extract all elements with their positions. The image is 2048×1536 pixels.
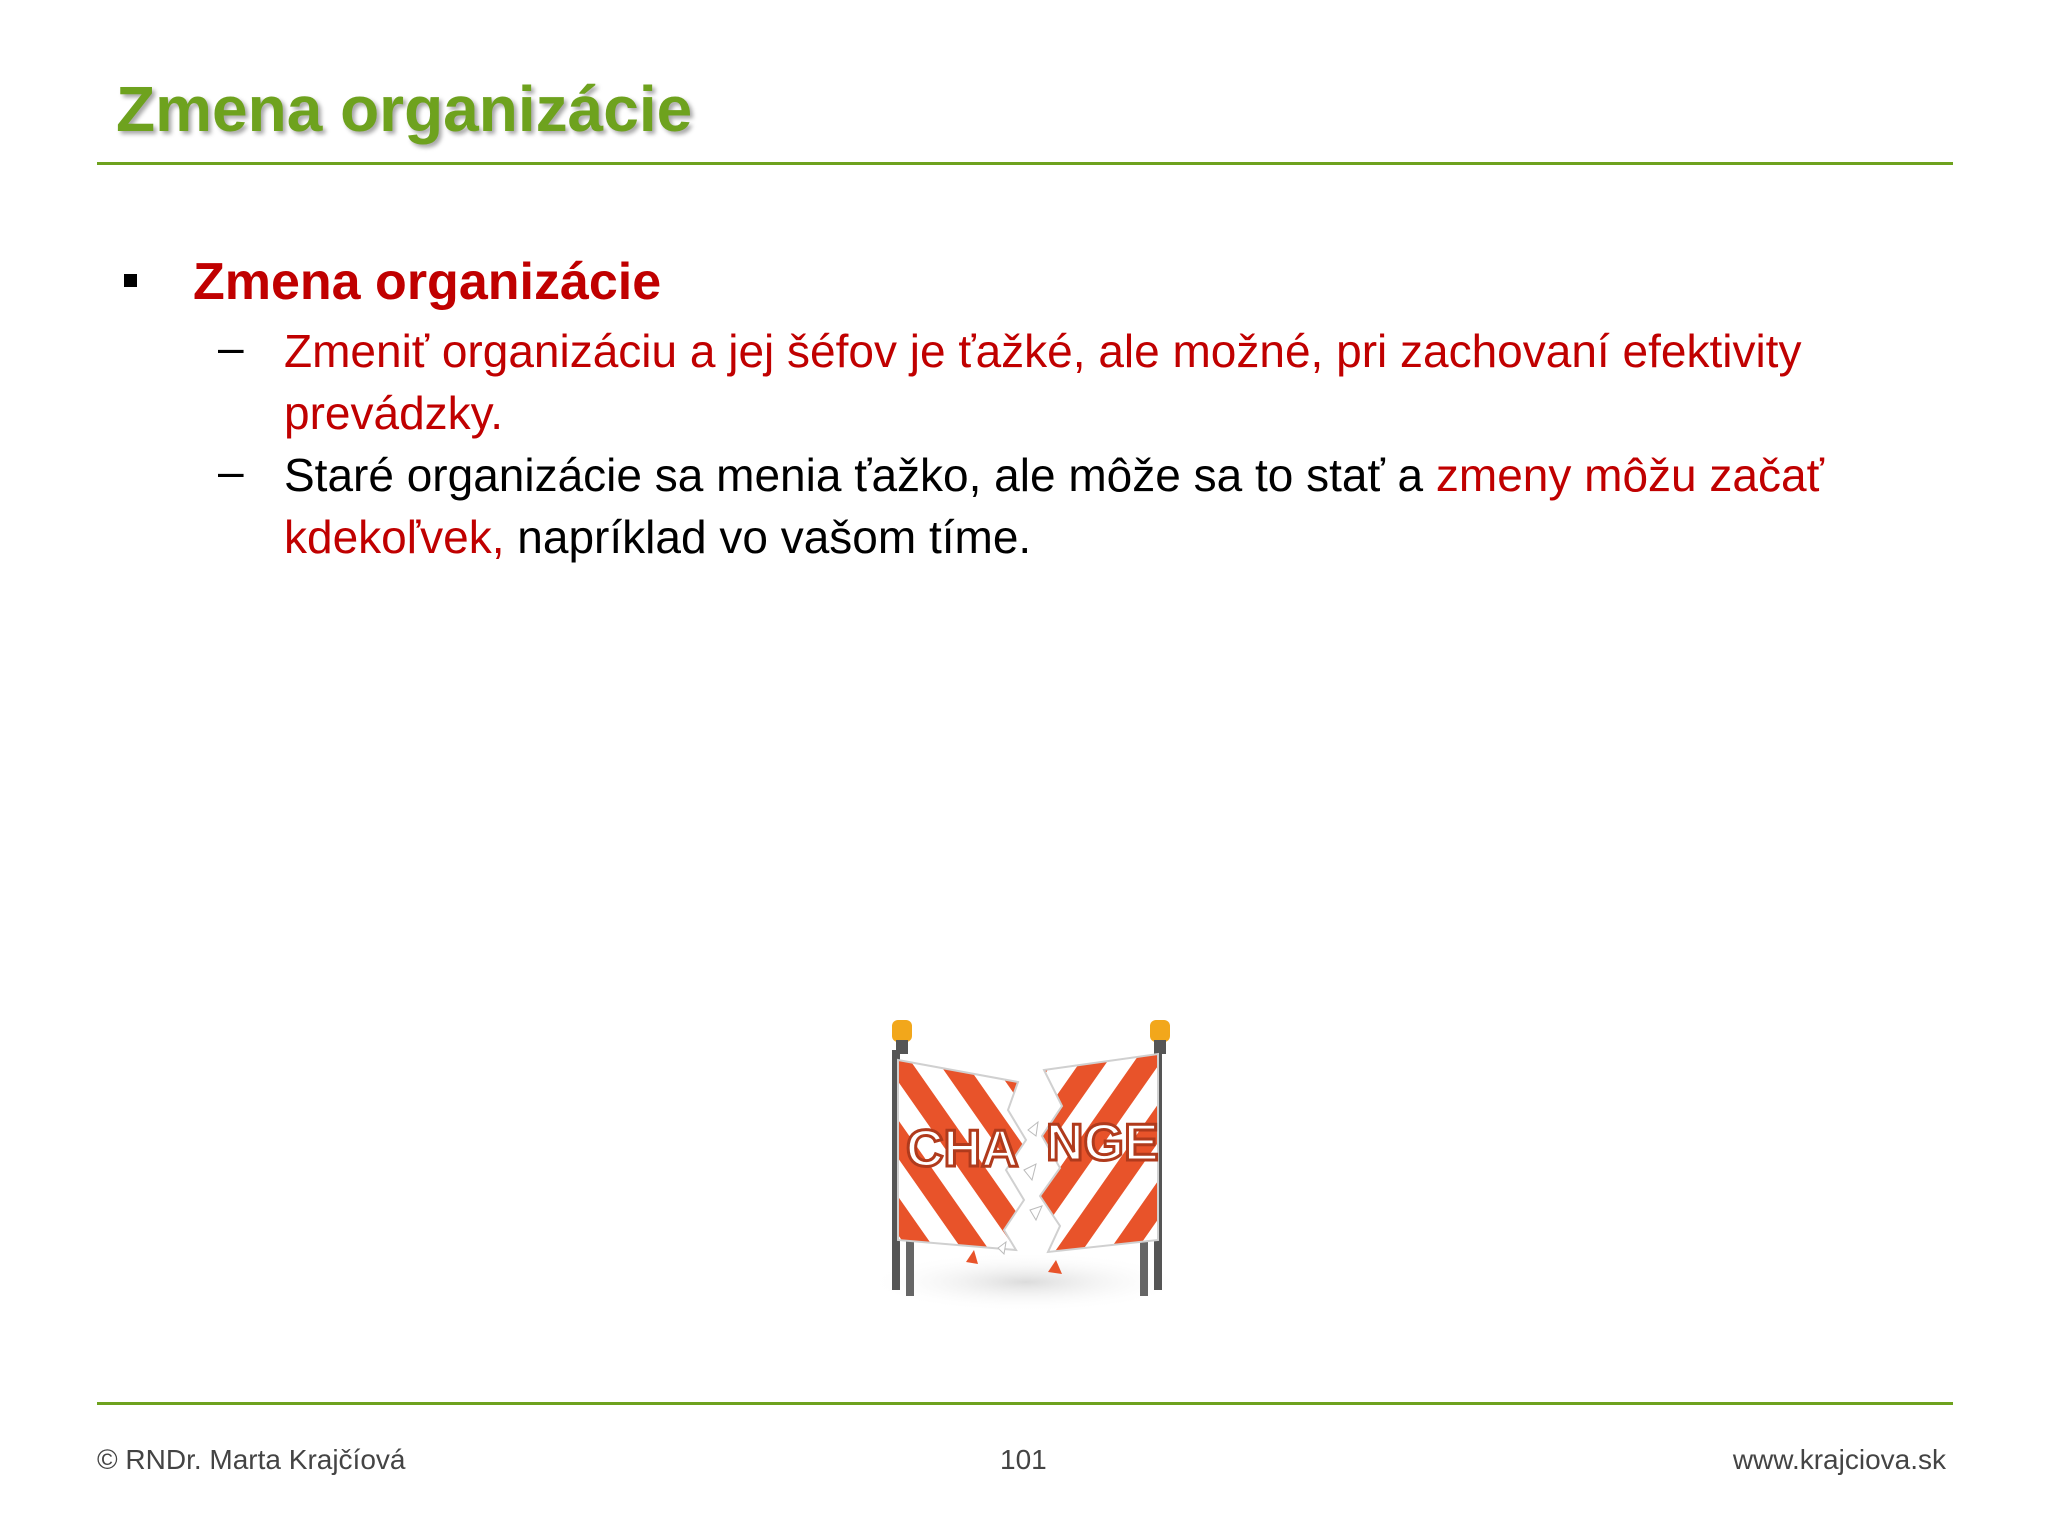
subitem-1: [284, 320, 1904, 444]
dash-bullet-2: –: [218, 445, 244, 497]
subitem-2: [284, 444, 1904, 568]
footer-divider: [97, 1402, 1953, 1405]
subitem-1-text: Zmeniť organizáciu a jej šéfov je ťažké, ale možné, pri zachovaní efektivity prevádzky.: [284, 325, 1802, 439]
dash-bullet-1: –: [218, 321, 244, 373]
subitem-2-part-1: Staré organizácie sa menia ťažko, ale môže sa to stať a: [284, 449, 1436, 501]
subitem-2-part-2: zmeny môžu začať kdekoľvek,: [284, 449, 1824, 563]
square-bullet-icon: [124, 274, 137, 287]
footer-website: www.krajciova.sk: [1732, 1444, 1946, 1475]
barricade-text-left: CHA: [906, 1120, 1019, 1178]
broken-change-barricade-illustration: [848, 1010, 1204, 1328]
barricade-text-right: NGE: [1046, 1114, 1159, 1172]
footer-author: © RNDr. Marta Krajčíová: [97, 1444, 406, 1475]
subitem-2-part-3: napríklad vo vašom tíme.: [504, 511, 1032, 563]
bullet-heading: Zmena organizácie: [193, 253, 662, 311]
slide-title: Zmena organizácie: [116, 73, 693, 145]
footer-page-number: 101: [1000, 1444, 1047, 1475]
title-divider: [97, 162, 1953, 165]
